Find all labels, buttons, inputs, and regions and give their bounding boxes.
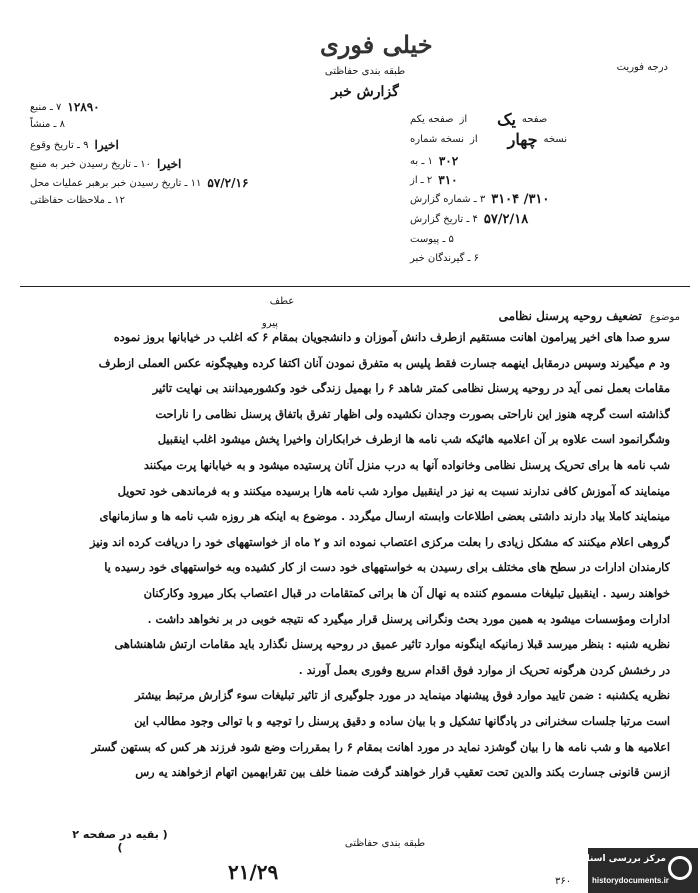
- body-line: اعلامیه ها و شب نامه ها را بیان گوشزد نماید در مورد اهانت بمقام ۶ را بمقررات وضع شود فرزند هر کس که بستهن گستر: [91, 739, 670, 754]
- body-line: مینمایند که آموزش کافی ندارند نسبت به نیز در اینقبیل موارد شب نامه هارا برسیده میکنند و به فرماندهی خود تحویل: [117, 483, 670, 498]
- body-line: در رخشش کردن هرگونه تحریک از موارد فوق اقدام سریع وفوری بعمل آورند .: [298, 662, 670, 677]
- page-code: ۳۶۰: [555, 876, 572, 887]
- field-label-after: نسخه: [543, 134, 567, 145]
- handwritten-page-code: ۲۱/۲۹: [228, 860, 279, 884]
- subject-label: موضوع: [649, 312, 680, 323]
- field-label: ۱۲ ـ ملاحظات حفاظتی: [30, 195, 125, 206]
- body-line: ازسن قانونی جسارت بکند والدین تحت تعقیب قرار خواهند گرفت ضمنا خلف بین تقرابهمین اتهام ازخواهند یه رس: [135, 765, 670, 780]
- body-line: مقامات بعمل نمی آید در روحیه پرسنل نظامی کمتر شاهد ۶ را بهمیل زندگی خود وکشورمیدانند بی نهایت تاثیر: [152, 381, 670, 396]
- field-label-of: از: [459, 114, 468, 125]
- field-label-after: صفحه: [521, 114, 548, 125]
- field-occurrence-date: [30, 138, 335, 152]
- handwritten-urgent-note: خیلی فوری: [320, 30, 433, 59]
- field-value: ۳۱۰: [438, 173, 458, 187]
- field-report-number: [410, 192, 670, 207]
- field-source: [30, 100, 335, 114]
- body-line: ادارات ومؤسسات میشود به همین مورد بحث ونگرانی پرسنل قرار میگیرد که نتیجه خوبی در بر نخواهد داشت .: [147, 611, 670, 626]
- field-value: یک: [497, 110, 516, 129]
- header-divider: [20, 286, 690, 287]
- body-line: سرو صدا های اخیر پیرامون اهانت مستقیم ازطرف دانش آموزان و دانشجویان بمقام ۶ که اغلب در خیابانها بروز نموده: [113, 330, 670, 344]
- field-label: ۸ ـ منشاً: [30, 119, 66, 130]
- right-fields-block: [410, 110, 670, 270]
- field-label: ۲ ـ از: [410, 174, 433, 186]
- field-value: اخیرا: [157, 157, 182, 171]
- body-line: شب نامه ها برای تحریک پرسنل نظامی وخانواده آنها به درب منزل آنان پرستیده میشود و به خیابانها پرت میکنند: [143, 458, 670, 472]
- field-copy-number: [410, 130, 670, 149]
- field-label: ۴ ـ تاریخ گزارش: [410, 214, 478, 225]
- body-line: است مرتبا جلسات سخنرانی در پادگانها تشکیل و با بیان ساده و دقیق پرسنل را توجیه و با توالی وجود مطالب این: [134, 714, 670, 728]
- field-label: ۳ ـ شماره گزارش: [410, 194, 486, 205]
- classification-label-top: طبقه بندی حفاظتی: [324, 66, 406, 77]
- subject-row: [300, 309, 680, 323]
- field-value: ۱۲۸۹۰: [67, 100, 100, 114]
- field-label: ۹ ـ تاریخ وقوع: [30, 139, 89, 151]
- body-line: کارمندان ادارات در سطح های مختلف برای رسیدن به خواستههای خود دست از کار کشیده وبه خواستههای خود رسیده یا: [104, 560, 670, 575]
- body-line: ود م میگیرند وسپس درمقابل اینهمه جسارت فقط پلیس به متفرق نمودن آنان اکتفا کرده وهیچگونه عکس العملی ازطرف: [98, 355, 670, 370]
- body-line: مینمایند کاملا بیاد دارند داشتی بعضی اطلاعات وابسته ارسال میگردد . موضوع به اینکه هر روزه شب نامه ها و سازمانهای: [99, 509, 670, 524]
- field-label: صفحه یکم: [410, 114, 454, 125]
- field-label: ۱۱ ـ تاریخ رسیدن خبر برهبر عملیات محل: [30, 177, 202, 189]
- field-recipients: [410, 253, 670, 264]
- reference-stamp-top: عطف: [269, 296, 295, 307]
- body-line: وشگرانمود است علاوه بر آن اعلامیه هائیکه شب نامه ها ازطرف خرابکاران واخیرا پخش میشود اغلب اینقبیل: [157, 432, 670, 447]
- field-value: ۵۷/۲/۱۶: [207, 176, 249, 190]
- field-to: [410, 154, 670, 168]
- body-line: گذاشته است گرچه هنوز این ناراحتی بصورت وجدان نکشیده ولی اظهار تفرق باتفاق پرسنل نظامی را ناراحت: [155, 406, 670, 421]
- field-label: ۵ ـ پیوست: [410, 234, 454, 245]
- field-label: ۷ ـ منبع: [30, 101, 62, 113]
- priority-label: درجه فوریت: [616, 62, 668, 73]
- report-type-title: گزارش خبر: [331, 84, 399, 100]
- field-news-to-source-date: [30, 157, 335, 171]
- body-line: نظریه شنبه : بنظر میرسد قبلا زمانیکه اینگونه موارد تاثیر عمیق در روحیه پرسنل نگذارد باید مقامات ارتش شاهنشاهی: [114, 637, 670, 652]
- field-page: [410, 110, 670, 129]
- field-value: اخیرا: [94, 138, 119, 152]
- body-line: گروهی اعلام میکنند که مشکل زیادی را بعلت مرکزی اعتصاب نموده اند و ۲ ماه از خواستههای خود را دریافت کرده اند ونیز: [90, 534, 670, 549]
- field-origin: [30, 119, 335, 130]
- continued-note: ( بقیه در صفحه ۲ ): [72, 828, 168, 854]
- field-label: نسخه شماره: [410, 134, 464, 145]
- field-label-of: از: [469, 134, 478, 145]
- subject-value: تضعیف روحیه پرسنل نظامی: [498, 309, 642, 323]
- field-value: ۳۱۰/ ۳۱۰۴: [491, 192, 550, 207]
- field-from: [410, 173, 670, 187]
- field-label: ۶ ـ گیرندگان خبر: [410, 253, 480, 264]
- body-line: خواهند رسید . اینقبیل تبلیغات مسموم کننده به نهال آن ها براتی کمتقامات در قبال اعتصاب بکار میرود وکارکنان: [143, 586, 670, 600]
- field-report-date: [410, 212, 670, 227]
- left-fields-block: [30, 100, 340, 220]
- body-line: نظریه یکشنبه : ضمن تایید موارد فوق پیشنهاد مینماید در مورد جلوگیری از تاثیر تبلیغات سوء گزارش مرتبط بیشتر: [134, 688, 670, 703]
- field-value: ۵۷/۲/۱۸: [483, 212, 529, 227]
- field-attachment: [410, 234, 670, 245]
- field-security-notes: [30, 195, 335, 206]
- reference-stamp-bottom: پیرو: [261, 318, 279, 329]
- archive-name: مرکز بررسی اسناد تاریخی: [547, 854, 666, 864]
- field-label: ۱۰ ـ تاریخ رسیدن خبر به منبع: [30, 158, 152, 170]
- archive-url: historydocuments.ir: [592, 876, 669, 885]
- classification-label-bottom: طبقه بندی حفاظتی: [344, 838, 426, 849]
- field-value: چهار: [507, 130, 538, 149]
- field-value: ۳۰۲: [438, 154, 459, 168]
- field-news-to-leader-date: [30, 176, 335, 190]
- field-label: ۱ ـ به: [410, 155, 433, 167]
